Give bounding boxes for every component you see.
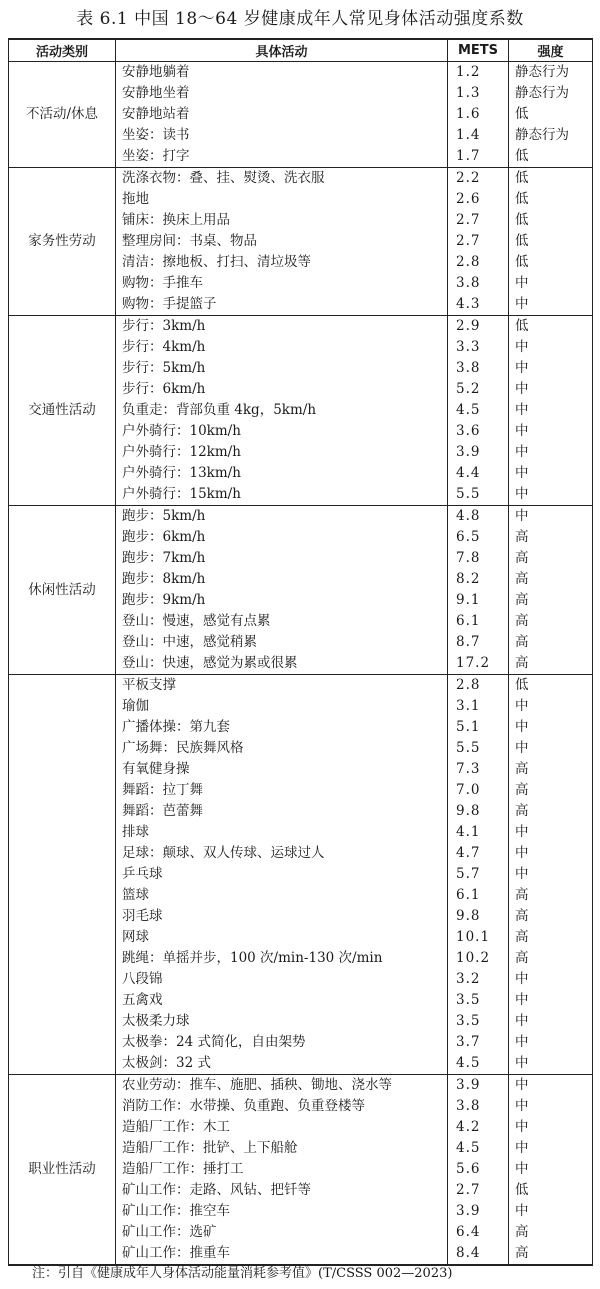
table-row <box>9 675 593 697</box>
intensity-cell: 中 <box>509 1096 593 1117</box>
mets-cell: 3.8 <box>448 1096 509 1117</box>
mets-cell: 3.9 <box>448 1075 509 1097</box>
activity-cell: 舞蹈：拉丁舞 <box>116 780 448 801</box>
intensity-cell: 高 <box>509 527 593 548</box>
mets-cell: 3.8 <box>448 358 509 379</box>
mets-cell: 4.3 <box>448 294 509 316</box>
mets-cell: 4.5 <box>448 400 509 421</box>
mets-cell: 3.2 <box>448 969 509 990</box>
activity-cell: 坐姿：打字 <box>116 146 448 168</box>
intensity-cell: 中 <box>509 273 593 294</box>
mets-cell: 4.2 <box>448 1117 509 1138</box>
activity-cell: 广播体操：第九套 <box>116 717 448 738</box>
activity-cell: 整理房间：书桌、物品 <box>116 231 448 252</box>
mets-cell: 7.3 <box>448 759 509 780</box>
intensity-cell: 高 <box>509 548 593 569</box>
activity-cell: 矿山工作：推重车 <box>116 1243 448 1265</box>
activity-cell: 农业劳动：推车、施肥、插秧、锄地、浇水等 <box>116 1075 448 1097</box>
activity-cell: 步行：4km/h <box>116 337 448 358</box>
header-row <box>9 39 593 62</box>
intensity-cell: 中 <box>509 696 593 717</box>
activity-intensity-table <box>8 38 593 1266</box>
activity-cell: 瑜伽 <box>116 696 448 717</box>
activity-cell: 跑步：5km/h <box>116 506 448 528</box>
intensity-cell: 中 <box>509 822 593 843</box>
intensity-cell: 中 <box>509 717 593 738</box>
mets-cell: 5.7 <box>448 864 509 885</box>
activity-cell: 舞蹈：芭蕾舞 <box>116 801 448 822</box>
activity-cell: 跑步：8km/h <box>116 569 448 590</box>
intensity-cell: 中 <box>509 1159 593 1180</box>
mets-cell: 3.9 <box>448 1201 509 1222</box>
intensity-cell: 高 <box>509 590 593 611</box>
activity-cell: 户外骑行：12km/h <box>116 442 448 463</box>
mets-cell: 6.1 <box>448 885 509 906</box>
activity-cell: 购物：手提篮子 <box>116 294 448 316</box>
intensity-cell: 低 <box>509 252 593 273</box>
activity-cell: 安静地坐着 <box>116 83 448 104</box>
mets-cell: 2.7 <box>448 231 509 252</box>
activity-cell: 拖地 <box>116 189 448 210</box>
intensity-cell: 中 <box>509 379 593 400</box>
mets-cell: 1.4 <box>448 125 509 146</box>
activity-cell: 登山：快速，感觉为累或很累 <box>116 653 448 675</box>
intensity-cell: 中 <box>509 400 593 421</box>
intensity-cell: 高 <box>509 906 593 927</box>
activity-cell: 步行：5km/h <box>116 358 448 379</box>
intensity-cell: 高 <box>509 780 593 801</box>
intensity-cell: 中 <box>509 1138 593 1159</box>
activity-cell: 购物：手推车 <box>116 273 448 294</box>
mets-cell: 3.8 <box>448 273 509 294</box>
intensity-cell: 高 <box>509 1222 593 1243</box>
source-note: 注：引自《健康成年人身体活动能量消耗参考值》(T/CSSS 002—2023) <box>32 1266 453 1281</box>
mets-cell: 5.2 <box>448 379 509 400</box>
mets-cell: 3.1 <box>448 696 509 717</box>
activity-cell: 清洁：擦地板、打扫、清垃圾等 <box>116 252 448 273</box>
intensity-cell: 中 <box>509 442 593 463</box>
intensity-cell: 低 <box>509 104 593 125</box>
intensity-cell: 高 <box>509 948 593 969</box>
intensity-cell: 高 <box>509 759 593 780</box>
activity-cell: 造船厂工作：捶打工 <box>116 1159 448 1180</box>
intensity-cell: 低 <box>509 146 593 168</box>
intensity-cell: 中 <box>509 969 593 990</box>
mets-cell: 10.2 <box>448 948 509 969</box>
activity-cell: 矿山工作：推空车 <box>116 1201 448 1222</box>
table-row <box>9 1075 593 1097</box>
mets-cell: 2.8 <box>448 675 509 697</box>
category-cell: 休闲性活动 <box>9 506 116 675</box>
mets-cell: 1.7 <box>448 146 509 168</box>
intensity-cell: 中 <box>509 864 593 885</box>
mets-cell: 1.6 <box>448 104 509 125</box>
mets-cell: 4.7 <box>448 843 509 864</box>
activity-cell: 乒乓球 <box>116 864 448 885</box>
mets-cell: 4.1 <box>448 822 509 843</box>
mets-cell: 5.6 <box>448 1159 509 1180</box>
header-mets: METS <box>448 39 509 62</box>
activity-cell: 八段锦 <box>116 969 448 990</box>
activity-cell: 登山：中速，感觉稍累 <box>116 632 448 653</box>
table-title: 表 6.1 中国 18～64 岁健康成年人常见身体活动强度系数 <box>76 9 524 29</box>
intensity-cell: 低 <box>509 189 593 210</box>
intensity-cell: 高 <box>509 885 593 906</box>
activity-cell: 有氧健身操 <box>116 759 448 780</box>
intensity-cell: 静态行为 <box>509 125 593 146</box>
mets-cell: 5.5 <box>448 738 509 759</box>
activity-cell: 负重走：背部负重 4kg，5km/h <box>116 400 448 421</box>
mets-cell: 6.1 <box>448 611 509 632</box>
intensity-cell: 中 <box>509 294 593 316</box>
mets-cell: 6.4 <box>448 1222 509 1243</box>
category-cell <box>9 675 116 1075</box>
mets-cell: 3.3 <box>448 337 509 358</box>
intensity-cell: 中 <box>509 1053 593 1075</box>
mets-cell: 8.4 <box>448 1243 509 1265</box>
mets-cell: 3.6 <box>448 421 509 442</box>
activity-cell: 平板支撑 <box>116 675 448 697</box>
activity-cell: 篮球 <box>116 885 448 906</box>
mets-cell: 9.8 <box>448 801 509 822</box>
intensity-cell: 中 <box>509 421 593 442</box>
mets-cell: 1.2 <box>448 62 509 84</box>
mets-cell: 3.7 <box>448 1032 509 1053</box>
intensity-cell: 中 <box>509 358 593 379</box>
intensity-cell: 低 <box>509 231 593 252</box>
intensity-cell: 高 <box>509 1243 593 1265</box>
intensity-cell: 中 <box>509 738 593 759</box>
intensity-cell: 中 <box>509 1117 593 1138</box>
mets-cell: 1.3 <box>448 83 509 104</box>
mets-cell: 7.0 <box>448 780 509 801</box>
activity-cell: 跑步：6km/h <box>116 527 448 548</box>
mets-cell: 8.7 <box>448 632 509 653</box>
mets-cell: 5.1 <box>448 717 509 738</box>
mets-cell: 5.5 <box>448 484 509 506</box>
intensity-cell: 中 <box>509 337 593 358</box>
activity-cell: 消防工作：水带操、负重跑、负重登楼等 <box>116 1096 448 1117</box>
activity-cell: 跳绳：单摇并步，100 次/min-130 次/min <box>116 948 448 969</box>
activity-cell: 洗涤衣物：叠、挂、熨烫、洗衣服 <box>116 168 448 190</box>
intensity-cell: 静态行为 <box>509 83 593 104</box>
activity-cell: 网球 <box>116 927 448 948</box>
activity-cell: 步行：6km/h <box>116 379 448 400</box>
activity-cell: 安静地站着 <box>116 104 448 125</box>
activity-cell: 步行：3km/h <box>116 316 448 338</box>
mets-cell: 17.2 <box>448 653 509 675</box>
category-cell: 不活动/休息 <box>9 62 116 168</box>
mets-cell: 2.7 <box>448 1180 509 1201</box>
mets-cell: 4.8 <box>448 506 509 528</box>
intensity-cell: 低 <box>509 675 593 697</box>
intensity-cell: 高 <box>509 569 593 590</box>
intensity-cell: 低 <box>509 316 593 338</box>
activity-cell: 造船厂工作：批铲、上下船舱 <box>116 1138 448 1159</box>
mets-cell: 2.8 <box>448 252 509 273</box>
mets-cell: 2.6 <box>448 189 509 210</box>
activity-cell: 广场舞：民族舞风格 <box>116 738 448 759</box>
intensity-cell: 高 <box>509 801 593 822</box>
activity-cell: 太极拳：24 式简化，自由架势 <box>116 1032 448 1053</box>
intensity-cell: 中 <box>509 1201 593 1222</box>
intensity-cell: 中 <box>509 1075 593 1097</box>
table-row <box>9 168 593 190</box>
mets-cell: 4.5 <box>448 1138 509 1159</box>
intensity-cell: 高 <box>509 611 593 632</box>
table-body <box>9 62 593 1266</box>
activity-cell: 户外骑行：10km/h <box>116 421 448 442</box>
activity-cell: 太极剑：32 式 <box>116 1053 448 1075</box>
mets-cell: 9.8 <box>448 906 509 927</box>
intensity-cell: 低 <box>509 168 593 190</box>
intensity-cell: 低 <box>509 1180 593 1201</box>
activity-cell: 登山：慢速，感觉有点累 <box>116 611 448 632</box>
mets-cell: 8.2 <box>448 569 509 590</box>
activity-cell: 户外骑行：13km/h <box>116 463 448 484</box>
activity-cell: 铺床：换床上用品 <box>116 210 448 231</box>
intensity-cell: 中 <box>509 1011 593 1032</box>
mets-cell: 9.1 <box>448 590 509 611</box>
intensity-cell: 中 <box>509 843 593 864</box>
mets-cell: 3.5 <box>448 990 509 1011</box>
header-intensity: 强度 <box>509 39 593 62</box>
activity-cell: 坐姿：读书 <box>116 125 448 146</box>
mets-cell: 4.4 <box>448 463 509 484</box>
activity-cell: 足球：颠球、双人传球、运球过人 <box>116 843 448 864</box>
category-cell: 职业性活动 <box>9 1075 116 1266</box>
activity-cell: 户外骑行：15km/h <box>116 484 448 506</box>
intensity-cell: 高 <box>509 653 593 675</box>
mets-cell: 3.5 <box>448 1011 509 1032</box>
table-row <box>9 506 593 528</box>
activity-cell: 五禽戏 <box>116 990 448 1011</box>
table-row <box>9 62 593 84</box>
activity-cell: 太极柔力球 <box>116 1011 448 1032</box>
mets-cell: 2.2 <box>448 168 509 190</box>
intensity-cell: 静态行为 <box>509 62 593 84</box>
intensity-cell: 低 <box>509 210 593 231</box>
activity-cell: 跑步：9km/h <box>116 590 448 611</box>
activity-cell: 矿山工作：选矿 <box>116 1222 448 1243</box>
intensity-cell: 中 <box>509 506 593 528</box>
mets-cell: 2.9 <box>448 316 509 338</box>
mets-cell: 7.8 <box>448 548 509 569</box>
intensity-cell: 高 <box>509 632 593 653</box>
intensity-cell: 中 <box>509 990 593 1011</box>
activity-cell: 排球 <box>116 822 448 843</box>
header-activity: 具体活动 <box>116 39 448 62</box>
category-cell: 交通性活动 <box>9 316 116 506</box>
activity-cell: 羽毛球 <box>116 906 448 927</box>
mets-cell: 6.5 <box>448 527 509 548</box>
intensity-cell: 中 <box>509 1032 593 1053</box>
table-row <box>9 316 593 338</box>
activity-cell: 安静地躺着 <box>116 62 448 84</box>
intensity-cell: 高 <box>509 927 593 948</box>
activity-cell: 造船厂工作：木工 <box>116 1117 448 1138</box>
mets-cell: 4.5 <box>448 1053 509 1075</box>
mets-cell: 2.7 <box>448 210 509 231</box>
intensity-cell: 中 <box>509 484 593 506</box>
intensity-cell: 中 <box>509 463 593 484</box>
mets-cell: 3.9 <box>448 442 509 463</box>
mets-cell: 10.1 <box>448 927 509 948</box>
activity-cell: 矿山工作：走路、风钻、把钎等 <box>116 1180 448 1201</box>
category-cell: 家务性劳动 <box>9 168 116 316</box>
activity-cell: 跑步：7km/h <box>116 548 448 569</box>
header-category: 活动类别 <box>9 39 116 62</box>
